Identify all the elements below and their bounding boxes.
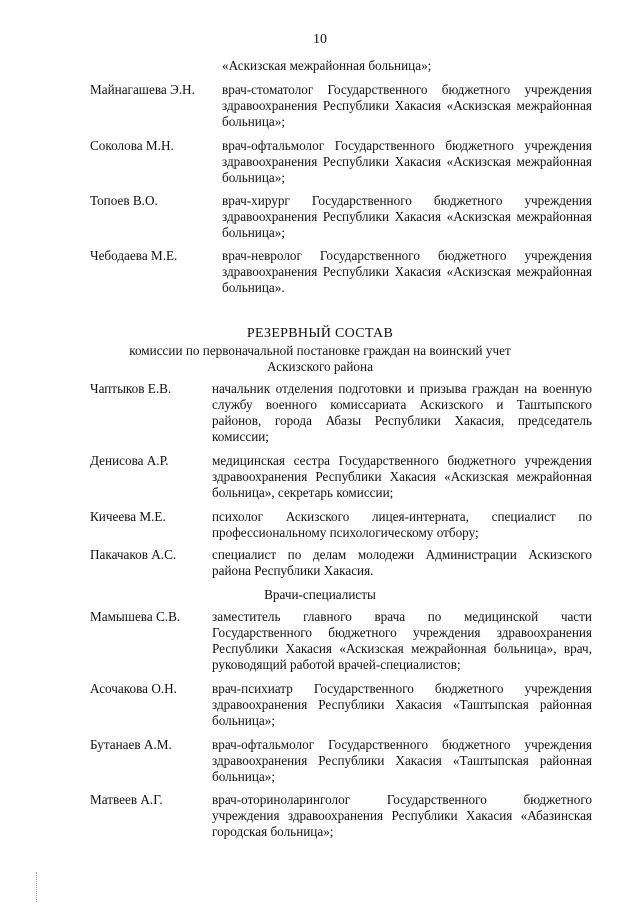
member-name: Чаптыков Е.В. (90, 381, 172, 396)
member-role: психолог Аскизского лицея-интерната, специалист по профессиональному психологическому отбору; (212, 509, 592, 540)
member-role: медицинская сестра Государственного бюджетного учреждения здравоохранения Республики Хакасия «Аскизская межрайонная больница», секретарь комиссии; (212, 453, 592, 500)
member-role: врач-хирург Государственного бюджетного учреждения здравоохранения Республики Хакасия «Аскизская межрайонная больница»; (222, 193, 592, 240)
member-role: врач-офтальмолог Государственного бюджетного учреждения здравоохранения Республики Хакасия «Аскизская межрайонная больница»; (222, 138, 592, 185)
doctors-heading: Врачи-специалисты (264, 587, 376, 602)
member-name: Чебодаева М.Е. (90, 248, 178, 263)
reserve-subtitle: комиссии по первоначальной постановке граждан на воинский учет (129, 343, 511, 358)
member-name: Матвеев А.Г. (90, 792, 163, 807)
continued-line: «Аскизская межрайонная больница»; (222, 58, 432, 73)
member-name: Пакачаков А.С. (90, 547, 177, 562)
member-name: Майнагашева Э.Н. (90, 82, 195, 97)
member-role: начальник отделения подготовки и призыва граждан на военную службу военного комиссариата Аскизского и Таштыпского районов, города Абазы Республики Хакасия, председатель комиссии; (212, 381, 592, 444)
member-name: Кичеева М.Е. (90, 509, 166, 524)
member-name: Бутанаев А.М. (90, 737, 172, 752)
member-role: заместитель главного врача по медицинской части Государственного бюджетного учреждения здравоохранения Республики Хакасия «Аскизская межрайонная больница», врач, руководящий работой врачей-специалистов; (212, 609, 592, 672)
page-number: 10 (313, 32, 327, 47)
reserve-title: РЕЗЕРВНЫЙ СОСТАВ (246, 326, 394, 341)
member-name: Топоев В.О. (90, 193, 158, 208)
member-role: врач-психиатр Государственного бюджетного учреждения здравоохранения Республики Хакасия «Таштыпская районная больница»; (212, 681, 592, 728)
member-name: Мамышева С.В. (90, 609, 181, 624)
member-role: врач-стоматолог Государственного бюджетного учреждения здравоохранения Республики Хакасия «Аскизская межрайонная больница»; (222, 82, 592, 129)
scan-margin-mark (36, 872, 38, 902)
member-role: врач-невролог Государственного бюджетного учреждения здравоохранения Республики Хакасия «Аскизская межрайонная больница». (222, 248, 592, 295)
reserve-subtitle-district: Аскизского района (267, 359, 373, 374)
member-role: врач-офтальмолог Государственного бюджетного учреждения здравоохранения Республики Хакасия «Таштыпская районная больница»; (212, 737, 592, 784)
member-role: врач-оториноларинголог Государственного бюджетного учреждения здравоохранения Республики Хакасия «Абазинская городская больница»; (212, 792, 592, 839)
member-role: специалист по делам молодежи Администрации Аскизского района Республики Хакасия. (212, 547, 592, 578)
member-name: Асочакова О.Н. (90, 681, 177, 696)
member-name: Денисова А.Р. (90, 453, 169, 468)
member-name: Соколова М.Н. (90, 138, 174, 153)
